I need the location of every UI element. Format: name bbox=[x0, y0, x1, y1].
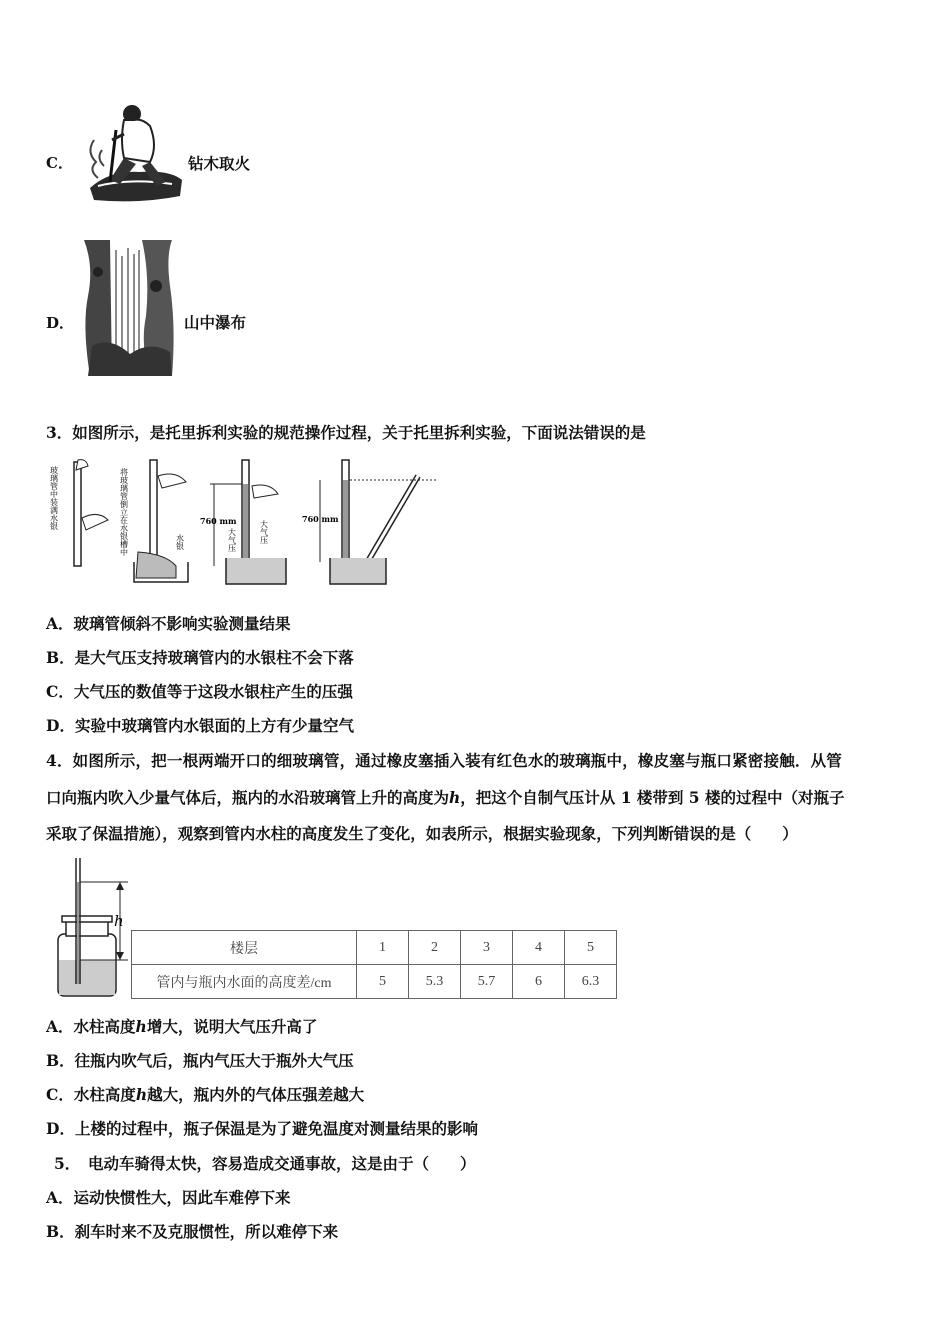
table-cell: 5 bbox=[357, 965, 409, 999]
label-mercury: 水银 bbox=[175, 534, 185, 550]
barometer-h-label: h bbox=[114, 912, 124, 930]
q4-stem-line3: 采取了保温措施），观察到管内水柱的高度发生了变化，如表所示，根据实验现象，下列判断错误的是（ ） bbox=[46, 824, 798, 843]
q5-option-a: A．运动快惯性大，因此车难停下来 bbox=[46, 1188, 291, 1207]
q4-stem-line1: 4．如图所示，把一根两端开口的细玻璃管，通过橡皮塞插入装有红色水的玻璃瓶中，橡皮塞与瓶口紧密接触．从管 bbox=[46, 751, 842, 770]
table-cell: 6.3 bbox=[565, 965, 617, 999]
label-760-mm-b: 760 mm bbox=[302, 514, 339, 524]
q4-stem-line2-a: 口向瓶内吹入少量气体后，瓶内的水沿玻璃管上升的高度为 bbox=[46, 788, 450, 807]
q5-stem: 5． 电动车骑得太快，容易造成交通事故，这是由于（ ） bbox=[54, 1154, 476, 1173]
q4-option-c bbox=[46, 1083, 364, 1105]
q2-option-d-label: D． bbox=[46, 314, 75, 332]
q2-option-c-label: C． bbox=[46, 154, 73, 172]
table-header-floor: 楼层 bbox=[132, 931, 357, 965]
q4-option-a-h: h bbox=[135, 1017, 147, 1036]
q3-option-d: D．实验中玻璃管内水银面的上方有少量空气 bbox=[46, 716, 354, 735]
q4-option-c-post: 越大，瓶内外的气体压强差越大 bbox=[147, 1085, 365, 1104]
q4-stem-line2-b: ，把这个自制气压计从 1 楼带到 5 楼的过程中（对瓶子 bbox=[460, 788, 845, 807]
q3-option-a: A．玻璃管倾斜不影响实验测量结果 bbox=[46, 614, 291, 633]
label-atm-right: 大气压 bbox=[259, 520, 269, 544]
q2-option-d-text: 山中瀑布 bbox=[184, 313, 247, 332]
label-atm-left: 大气压 bbox=[227, 528, 237, 552]
q3-stem: 3．如图所示，是托里拆利实验的规范操作过程，关于托里拆利实验，下面说法错误的是 bbox=[46, 423, 646, 442]
q4-option-a-post: 增大，说明大气压升高了 bbox=[146, 1017, 318, 1036]
table-cell: 5.7 bbox=[461, 965, 513, 999]
table-row-floors bbox=[132, 931, 617, 965]
q4-option-d: D．上楼的过程中，瓶子保温是为了避免温度对测量结果的影响 bbox=[46, 1119, 478, 1138]
table-row-heights bbox=[132, 965, 617, 999]
q5-option-b: B．刹车时来不及克服惯性，所以难停下来 bbox=[46, 1222, 339, 1241]
label-invert-tube: 将玻璃管倒立在水银槽中 bbox=[119, 468, 129, 556]
q4-option-c-pre: C．水柱高度 bbox=[46, 1085, 136, 1104]
label-760-mm-a: 760 mm bbox=[200, 516, 237, 526]
q4-option-a-pre: A．水柱高度 bbox=[46, 1017, 136, 1036]
table-cell: 2 bbox=[409, 931, 461, 965]
table-cell: 5.3 bbox=[409, 965, 461, 999]
q4-option-a bbox=[46, 1015, 317, 1037]
table-cell: 1 bbox=[357, 931, 409, 965]
torricelli-experiment-figure bbox=[46, 458, 446, 588]
table-header-height-diff: 管内与瓶内水面的高度差/cm bbox=[132, 965, 357, 999]
homemade-barometer-figure bbox=[50, 856, 140, 1002]
q4-stem-h: h bbox=[449, 788, 461, 807]
q3-option-c: C．大气压的数值等于这段水银柱产生的压强 bbox=[46, 682, 353, 701]
mountain-waterfall-illustration bbox=[80, 236, 176, 380]
q2-option-c-text: 钻木取火 bbox=[188, 154, 251, 173]
floor-height-table bbox=[131, 930, 617, 999]
q4-option-c-h: h bbox=[135, 1085, 148, 1104]
table-cell: 4 bbox=[513, 931, 565, 965]
q4-option-b: B．往瓶内吹气后，瓶内气压大于瓶外大气压 bbox=[46, 1051, 354, 1070]
table-cell: 5 bbox=[565, 931, 617, 965]
q3-option-b: B．是大气压支持玻璃管内的水银柱不会下落 bbox=[46, 648, 354, 667]
label-fill-tube: 玻璃管中装满水银 bbox=[49, 466, 59, 530]
table-cell: 6 bbox=[513, 965, 565, 999]
q4-stem-line2 bbox=[46, 786, 844, 808]
drilling-wood-fire-illustration bbox=[80, 100, 188, 208]
table-cell: 3 bbox=[461, 931, 513, 965]
